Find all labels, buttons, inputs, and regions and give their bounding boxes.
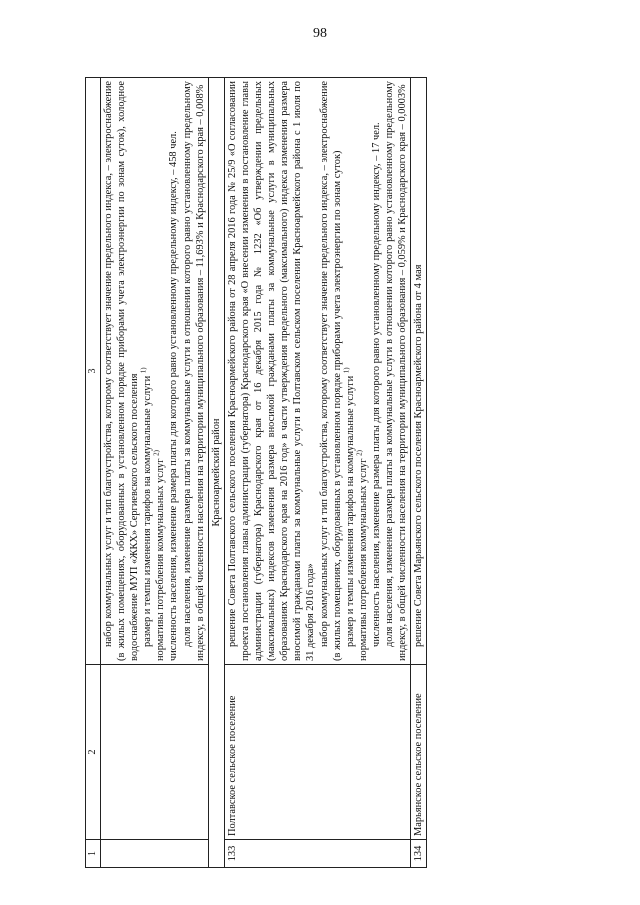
row-paragraph: решение Совета Марьянского сельского поселения Красноармейского района от 4 мая (413, 264, 425, 647)
table-row-continued (101, 78, 209, 868)
settlement-name: Полтавское сельское поселение (224, 665, 410, 840)
row-paragraph: решение Совета Полтавского сельского поселения Красноармейского района от 28 апреля 2016 года № 25/9 «О согласовании проекта постановления главы администрации (губернатора) Краснодарского края «О внесении изменения в постановление главы администрации (губернатора) Краснодарского края от 16 декабря 2015 года № 1232 «Об утверждении предельных (максимальных) индексов изменения размера вносимой гражданами платы за коммунальные услуги в муниципальных образованиях Краснодарского края на 2016 год» в части утверждения предельного (максимального) индекса изменения размера вносимой гражданами платы за коммунальные услуги в Полтавском сельском поселении Красноармейского района с 1 июля по 31 декабря 2016 года» (226, 81, 317, 661)
district-heading: Красноармейский район (208, 78, 224, 868)
row-paragraph: размер и темпы изменения тарифов на коммунальные услуги $^{1)}$ (342, 367, 356, 647)
row-paragraph: нормативы потребления коммунальных услуг $^{2)}$ (355, 450, 369, 661)
header-col-2: 2 (86, 665, 101, 840)
continued-paragraph: нормативы потребления коммунальных услуг $^{2)}$ (152, 450, 167, 661)
table-header-row (86, 78, 101, 868)
continued-paragraph: набор коммунальных услуг и тип благоустройства, которому соответствует значение предельного индекса, – электроснабжение (в жилых помещениях, оборудованных в установленном порядке приборами учета электроэнергии по зонам суток), холодное водоснабжение МУП «ЖКХ» Сергиевского сельского поселения (103, 81, 141, 661)
continued-paragraph: численность населения, изменение размера платы для которого равно установленному предельному индексу, – 458 чел. (168, 131, 180, 661)
continued-paragraph: доля населения, изменение размера платы за коммунальные услуги в отношении которого равно установленному предельному индексу, в общей численности населения на территории муниципального образования – 11,693% и Краснодарского края – 0,008% (181, 81, 206, 661)
row-number: 133 (224, 840, 410, 868)
continued-cell (101, 78, 209, 665)
row-content (411, 78, 427, 665)
row-paragraph: набор коммунальных услуг и тип благоустройства, которому соответствует значение предельного индекса, – электроснабжение (в жилых помещениях, оборудованных в установленном порядке приборами учета электроэнергии по зонам суток) (318, 81, 343, 661)
table-row-133 (224, 78, 410, 868)
rotated-table-area (85, 78, 595, 868)
header-col-1: 1 (86, 840, 101, 868)
row-content (224, 78, 410, 665)
district-row (208, 78, 224, 868)
continued-paragraph: размер и темпы изменения тарифов на коммунальные услуги $^{1)}$ (139, 367, 154, 647)
row-paragraph: численность населения, изменение размера платы для которого равно установленному предельному индексу, – 17 чел. (370, 122, 382, 647)
settlement-name: Марьянское сельское поселение (411, 665, 427, 840)
row-number: 134 (411, 840, 427, 868)
indices-table (85, 77, 427, 868)
table-row-134 (411, 78, 427, 868)
page-number: 98 (313, 26, 327, 41)
header-col-3: 3 (86, 78, 101, 665)
row-paragraph: доля населения, изменение размера платы за коммунальные услуги в отношении которого равно установленному предельному индексу, в общей численности населения на территории муниципального образования – 0,059% и Краснодарского края – 0,0003% (383, 81, 409, 661)
